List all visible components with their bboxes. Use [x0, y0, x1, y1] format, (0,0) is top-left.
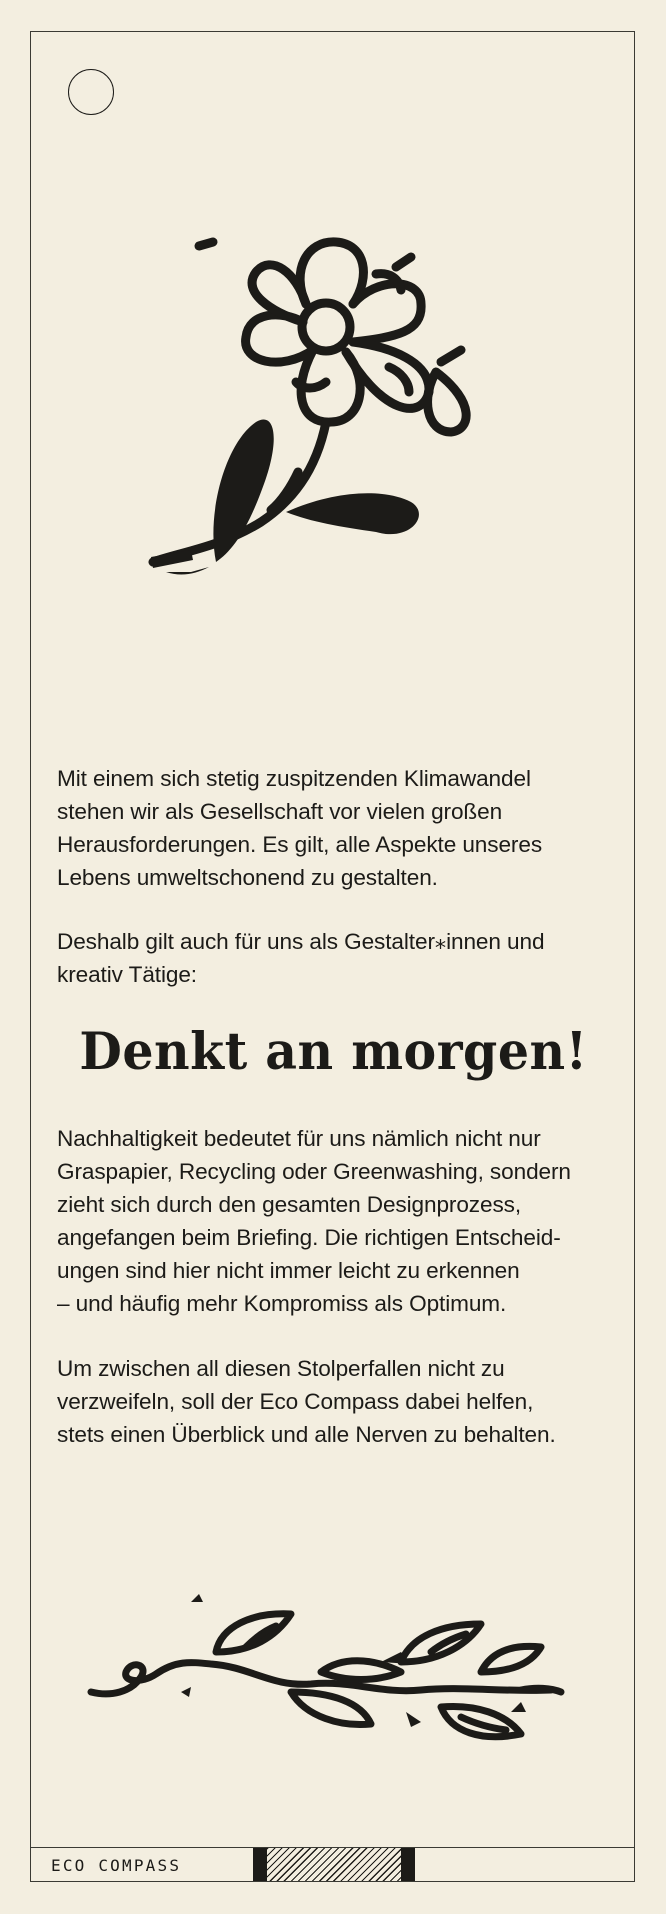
leafy-branch-illustration: [81, 1552, 611, 1762]
hatched-pattern: [253, 1848, 415, 1881]
bookmark-card: [30, 31, 635, 1882]
footer-bar: [31, 1847, 634, 1881]
intro-section: [57, 762, 617, 894]
intro-paragraph-2: Deshalb gilt auch für uns als Gestalter⁎innen und kreativ Tätige:: [57, 929, 545, 987]
punch-hole: [68, 69, 114, 115]
body-section: [57, 1122, 617, 1320]
headline: Denkt an morgen!: [79, 1020, 588, 1082]
body-paragraph-4: Um zwischen all diesen Stolperfallen nicht zu verzweifeln, soll der Eco Compass dabei helfen, stets einen Überblick und alle Nerven zu behalten.: [57, 1356, 556, 1447]
intro-section-2: [57, 925, 617, 991]
brand-label: ECO COMPASS: [51, 1856, 182, 1875]
intro-paragraph-1: Mit einem sich stetig zuspitzenden Klimawandel stehen wir als Gesellschaft vor vielen großen Herausforderungen. Es gilt, alle Aspekte unseres Lebens umweltschonend zu gestalten.: [57, 766, 543, 890]
body-paragraph-3: Nachhaltigkeit bedeutet für uns nämlich nicht nur Graspapier, Recycling oder Greenwashing, sondern zieht sich durch den gesamten Designprozess, angefangen beim Briefing. Die richtigen Entscheid- ungen sind hier nicht immer leicht zu erkennen – und häufig mehr Kompromiss als Optimum.: [57, 1126, 571, 1316]
body-section-2: [57, 1352, 617, 1451]
flower-illustration: [131, 232, 511, 652]
